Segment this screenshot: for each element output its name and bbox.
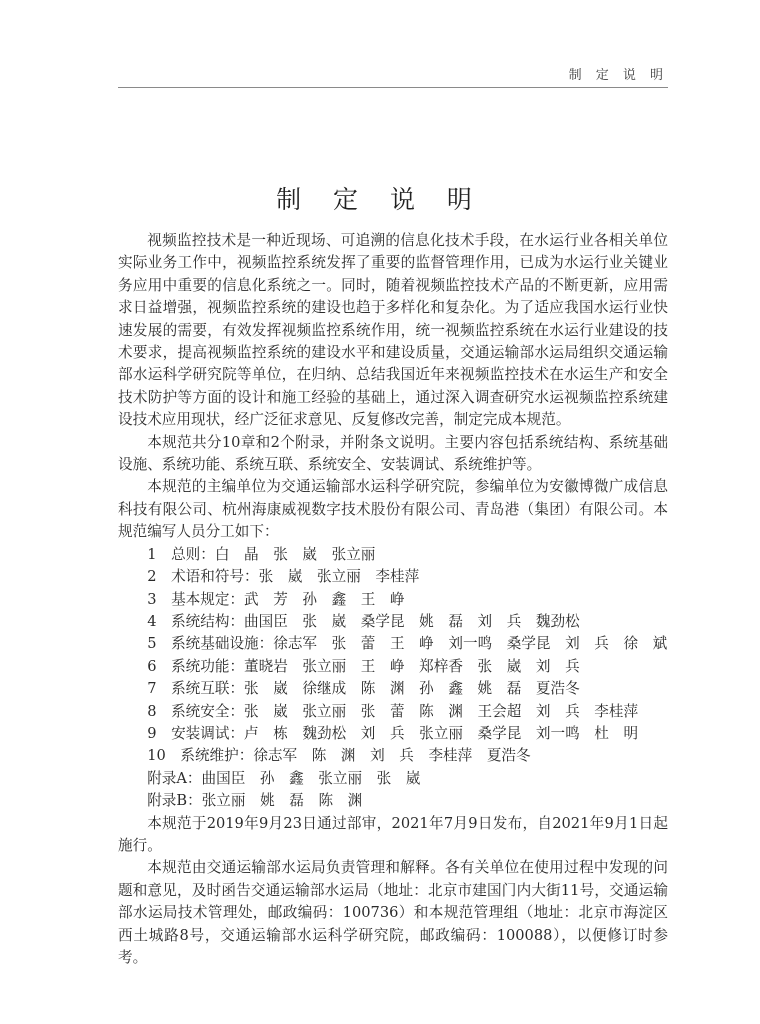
roster-item: 5 系统基础设施：徐志军 张 蕾 王 峥 刘一鸣 桑学昆 刘 兵 徐 斌	[147, 635, 668, 653]
header-rule	[118, 87, 668, 88]
paragraph-editors: 本规范的主编单位为交通运输部水运科学研究院，参编单位为安徽博微广成信息科技有限公司、杭州海康威视数字技术股份有限公司、青岛港（集团）有限公司。本规范编写人员分工如下：	[118, 478, 668, 541]
roster-item: 9 安装调试：卢 栋 魏劲松 刘 兵 张立丽 桑学昆 刘一鸣 杜 明	[147, 724, 639, 742]
roster-item: 4 系统结构：曲国臣 张 崴 桑学昆 姚 磊 刘 兵 魏劲松	[147, 612, 580, 630]
roster-item: 附录A：曲国臣 孙 鑫 张立丽 张 崴	[147, 769, 421, 787]
roster-item: 8 系统安全：张 崴 张立丽 张 蕾 陈 渊 王会超 刘 兵 李桂萍	[147, 702, 639, 720]
roster-item: 1 总则：白 晶 张 崴 张立丽	[147, 545, 376, 563]
paragraph-background: 视频监控技术是一种近现场、可追溯的信息化技术手段，在水运行业各相关单位实际业务工作中，视频监控系统发挥了重要的监督管理作用，已成为水运行业关键业务应用中重要的信息化系统之一。同时，随着视频监控技术产品的不断更新，应用需求日益增强，视频监控系统的建设也趋于多样化和复杂化。为了适应我国水运行业快速发展的需要，有效发挥视频监控系统作用，统一视频监控系统在水运行业建设的技术要求，提高视频监控系统的建设水平和建设质量，交通运输部水运局组织交通运输部水运科学研究院等单位，在归纳、总结我国近年来视频监控技术在水运生产和安全技术防护等方面的设计和施工经验的基础上，通过深入调查研究水运视频监控系统建设技术应用现状，经广泛征求意见、反复修改完善，制定完成本规范。	[118, 232, 668, 429]
roster-item: 10 系统维护：徐志军 陈 渊 刘 兵 李桂萍 夏浩冬	[147, 747, 531, 765]
paragraph-dates: 本规范于2019年9月23日通过部审，2021年7月9日发布，自2021年9月1日起施行。	[118, 814, 668, 854]
roster-item: 3 基本规定：武 芳 孙 鑫 王 峥	[147, 590, 405, 608]
document-body	[118, 230, 668, 969]
roster-item: 2 术语和符号：张 崴 张立丽 李桂萍	[147, 568, 420, 586]
running-header: 制 定 说 明	[568, 68, 668, 83]
page-title: 制 定 说 明	[276, 185, 484, 214]
roster-item: 7 系统互联：张 崴 徐继成 陈 渊 孙 鑫 姚 磊 夏浩冬	[147, 680, 580, 698]
paragraph-structure: 本规范共分10章和2个附录，并附条文说明。主要内容包括系统结构、系统基础设施、系统功能、系统互联、系统安全、安装调试、系统维护等。	[118, 433, 668, 474]
roster-item: 6 系统功能：董晓岩 张立丽 王 峥 郑梓香 张 崴 刘 兵	[147, 657, 580, 675]
paragraph-contact: 本规范由交通运输部水运局负责管理和解释。各有关单位在使用过程中发现的问题和意见，及时函告交通运输部水运局（地址：北京市建国门内大街11号，交通运输部水运局技术管理处，邮政编码：100736）和本规范管理组（地址：北京市海淀区西土城路8号，交通运输部水运科学研究院，邮政编码：100088），以便修订时参考。	[118, 859, 668, 966]
author-roster	[118, 544, 668, 813]
roster-item: 附录B：张立丽 姚 磊 陈 渊	[147, 792, 363, 810]
